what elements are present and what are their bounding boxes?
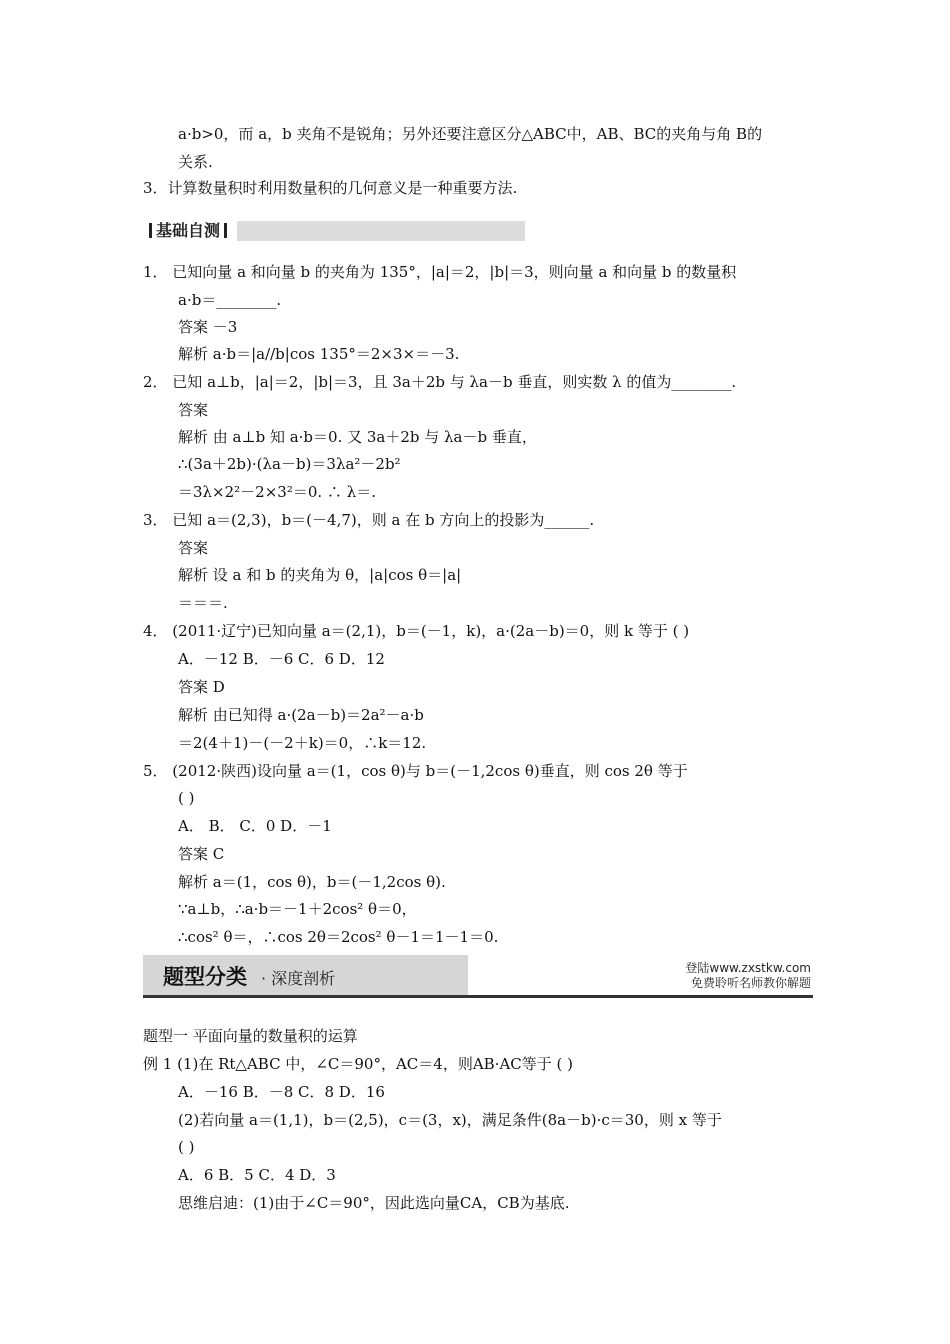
answer-line: 答案	[178, 539, 209, 557]
analysis-line: 解析 由 a⊥b 知 a·b＝0. 又 3a＋2b 与 λa－b 垂直，	[178, 428, 537, 446]
analysis-line: ∴cos² θ＝，∴cos 2θ＝2cos² θ－1＝1－1＝0.	[178, 928, 499, 946]
answer-line: 答案 D	[178, 678, 225, 696]
question-line: 3． 已知 a＝(2,3)，b＝(－4,7)，则 a 在 b 方向上的投影为______.	[143, 511, 595, 529]
banner-slogan: 免费聆听名师教你解题	[690, 976, 811, 990]
bar-mark	[224, 223, 227, 238]
banner-rule	[143, 995, 813, 998]
example-line: (2)若向量 a＝(1,1)，b＝(2,5)，c＝(3，x)，满足条件(8a－b)·c＝30，则 x 等于	[178, 1111, 722, 1129]
answer-line: 答案 －3	[178, 318, 238, 336]
hint-line: 思维启迪：(1)由于∠C＝90°，因此选向量CA，CB为基底.	[178, 1194, 570, 1212]
analysis-line: 解析 设 a 和 b 的夹角为 θ，|a|cos θ＝|a|	[178, 566, 462, 584]
example-line: 例 1 (1)在 Rt△ABC 中，∠C＝90°，AC＝4，则AB·AC等于 ( )	[143, 1055, 573, 1073]
analysis-line: ＝＝＝.	[178, 594, 228, 612]
analysis-line: ∴(3a＋2b)·(λa－b)＝3λa²－2b²	[178, 455, 401, 473]
analysis-line: ＝3λ×2²－2×3²＝0. ∴ λ＝.	[178, 483, 376, 501]
section-title: 基础自测	[156, 221, 221, 240]
banner-title: 题型分类	[163, 965, 247, 989]
question-line: 1． 已知向量 a 和向量 b 的夹角为 135°，|a|＝2，|b|＝3，则向量 a 和向量 b 的数量积	[143, 263, 737, 281]
answer-line: 答案 C	[178, 845, 225, 863]
text-line: 3．计算数量积时利用数量积的几何意义是一种重要方法.	[143, 179, 518, 197]
banner-website: 登陆www.zxstkw.com	[685, 961, 811, 975]
text-line: a·b>0，而 a，b 夹角不是锐角；另外还要注意区分△ABC中，AB、BC的夹角与角 B的	[178, 125, 763, 143]
analysis-line: 解析 a＝(1，cos θ)，b＝(－1,2cos θ).	[178, 873, 446, 891]
options-line: A．－12 B．－6 C．6 D．12	[178, 650, 385, 668]
question-line: 2． 已知 a⊥b，|a|＝2，|b|＝3，且 3a＋2b 与 λa－b 垂直，则实数 λ 的值为________.	[143, 373, 737, 391]
options-line: A．6 B．5 C．4 D．3	[178, 1166, 336, 1184]
question-line: ( )	[178, 789, 195, 807]
example-line: ( )	[178, 1138, 195, 1156]
question-line: 5． (2012·陕西)设向量 a＝(1，cos θ)与 b＝(－1,2cos θ)垂直，则 cos 2θ 等于	[143, 762, 688, 780]
analysis-line: ∵a⊥b，∴a·b＝－1＋2cos² θ＝0，	[178, 900, 417, 918]
analysis-line: 解析 由已知得 a·(2a－b)＝2a²－a·b	[178, 706, 424, 724]
question-line: 4． (2011·辽宁)已知向量 a＝(2,1)，b＝(－1，k)，a·(2a－b)＝0，则 k 等于 ( )	[143, 622, 690, 640]
section-banner	[143, 955, 813, 1001]
analysis-line: 解析 a·b＝|a//b|cos 135°＝2×3×＝－3.	[178, 345, 460, 363]
analysis-line: ＝2(4＋1)－(－2＋k)＝0，∴k＝12.	[178, 734, 427, 752]
bar-mark	[149, 223, 152, 238]
topic-heading: 题型一 平面向量的数量积的运算	[143, 1027, 358, 1045]
answer-line: 答案	[178, 401, 209, 419]
options-line: A． B． C．0 D．－1	[178, 817, 332, 835]
question-line: a·b＝________.	[178, 291, 282, 309]
banner-subtitle: · 深度剖析	[261, 969, 336, 988]
options-line: A．－16 B．－8 C．8 D．16	[178, 1083, 385, 1101]
section-header	[143, 220, 237, 242]
text-line: 关系.	[178, 153, 213, 171]
